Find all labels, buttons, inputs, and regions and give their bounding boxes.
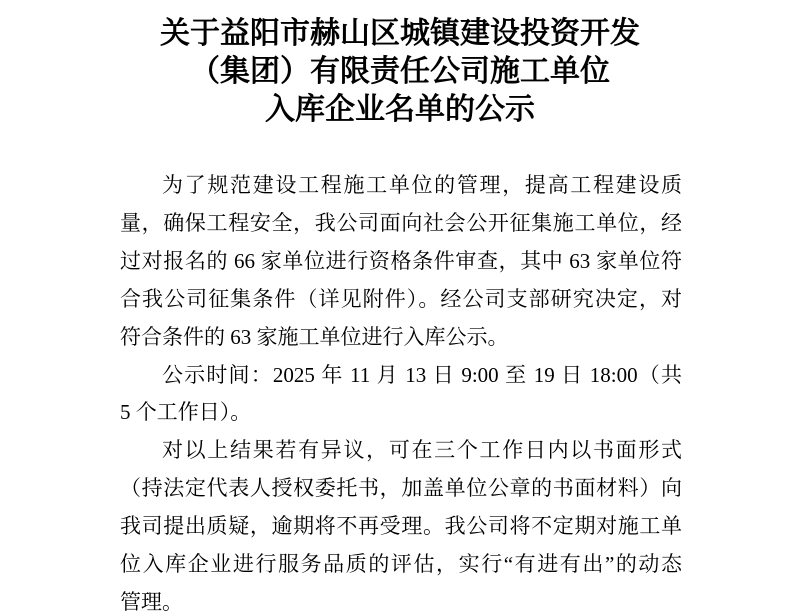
notice-title: [0, 0, 800, 129]
body-line-2: 量，确保工程安全，我公司面向社会公开征集施工单位，经: [120, 210, 682, 235]
body-line-4: 合我公司征集条件（详见附件）。经公司支部研究决定，对: [120, 286, 682, 311]
body-line-8: 对以上结果若有异议，可在三个工作日内以书面形式: [162, 438, 682, 463]
notice-title-line-2: （集团）有限责任公司施工单位: [190, 55, 610, 88]
body-line-6: 公示时间：2025 年 11 月 13 日 9:00 至 19 日 18:00（共: [162, 362, 682, 387]
body-line-9: （持法定代表人授权委托书，加盖单位公章的书面材料）向: [120, 476, 682, 501]
body-line-11: 位入库企业进行服务品质的评估，实行“有进有出”的动态: [120, 552, 682, 577]
body-line-12: 管理。: [120, 589, 183, 614]
body-line-1: 为了规范建设工程施工单位的管理，提高工程建设质: [162, 173, 682, 197]
body-line-3: 过对报名的 66 家单位进行资格条件审查，其中 63 家单位符: [120, 248, 682, 273]
body-line-7: 5 个工作日）。: [120, 400, 252, 425]
notice-body: [120, 167, 682, 616]
notice-title-line-1: 关于益阳市赫山区城镇建设投资开发: [160, 17, 640, 50]
body-line-5: 符合条件的 63 家施工单位进行入库公示。: [120, 324, 509, 349]
notice-title-line-3: 入库企业名单的公示: [265, 93, 535, 126]
body-line-10: 我司提出质疑，逾期将不再受理。我公司将不定期对施工单: [120, 514, 682, 539]
